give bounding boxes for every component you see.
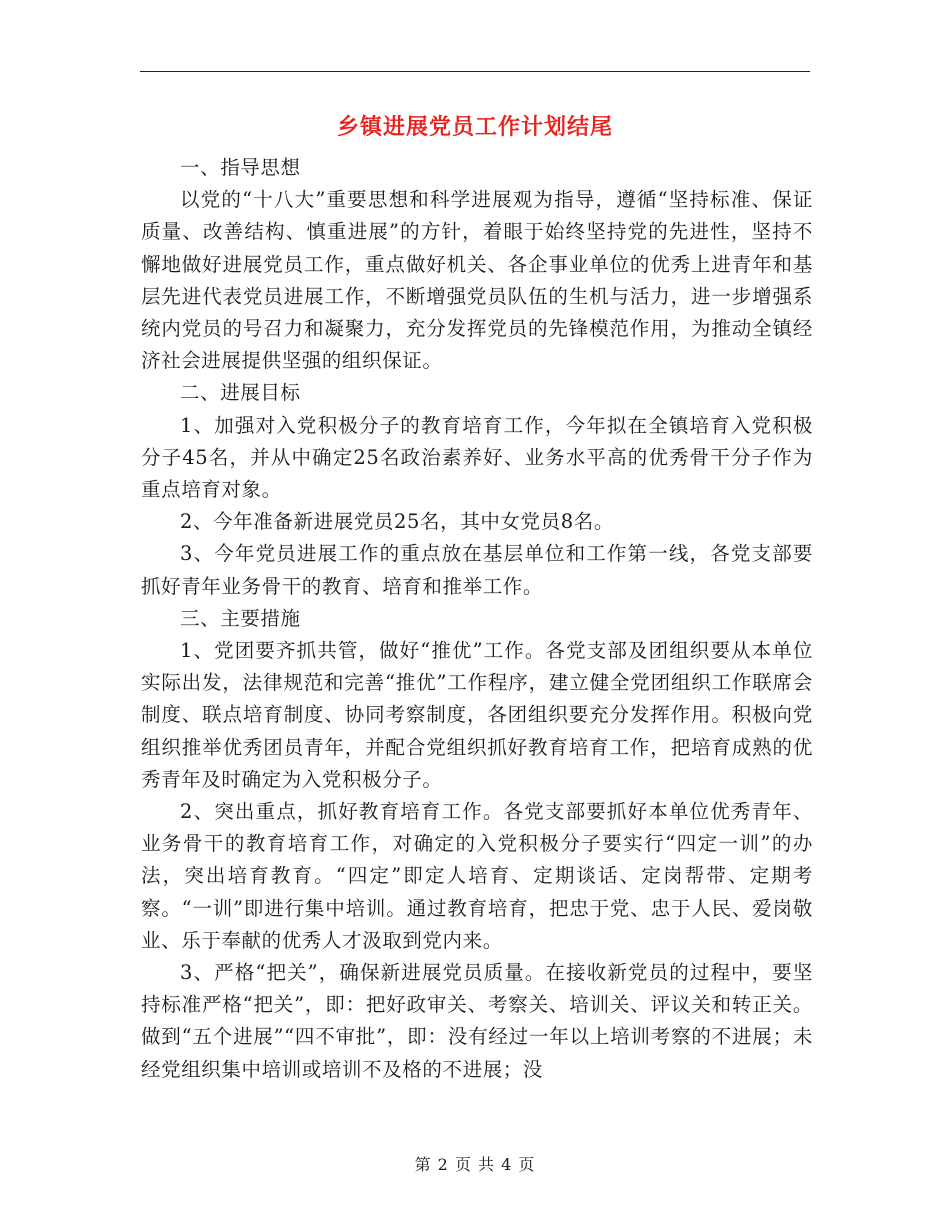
heading-guiding-ideology: 一、指导思想: [180, 156, 301, 179]
paragraph-goal-1: 1、加强对入党积极分子的教育培育工作，今年拟在全镇培育入党积极分子45名，并从中确定25名政治素养好、业务水平高的优秀骨干分子作为重点培育对象。: [141, 413, 813, 502]
paragraph-measure-1: 1、党团要齐抓共管，做好“推优”工作。各党支部及团组织要从本单位实际出发，法律规范和完善“推优”工作程序，建立健全党团组织工作联席会制度、联点培育制度、协同考察制度，各团组织要充分发挥作用。积极向党组织推举优秀团员青年，并配合党组织抓好教育培育工作，把培育成熟的优秀青年及时确定为入党积极分子。: [141, 639, 813, 791]
paragraph-measure-2: 2、突出重点，抓好教育培育工作。各党支部要抓好本单位优秀青年、业务骨干的教育培育工作，对确定的入党积极分子要实行“四定一训”的办法，突出培育教育。“四定”即定人培育、定期谈话、定岗帮带、定期考察。“一训”即进行集中培训。通过教育培育，把忠于党、忠于人民、爱岗敬业、乐于奉献的优秀人才汲取到党内来。: [141, 800, 813, 952]
paragraph-measure-3: 3、严格“把关”，确保新进展党员质量。在接收新党员的过程中，要坚持标准严格“把关”，即：把好政审关、考察关、培训关、评议关和转正关。做到“五个进展”“四不审批”，即：没有经过一年以上培训考察的不进展；未经党组织集中培训或培训不及格的不进展；没: [141, 961, 813, 1081]
page-number-footer: 第 2 页 共 4 页: [414, 1155, 536, 1174]
document-title: 乡镇进展党员工作计划结尾: [336, 114, 613, 140]
paragraph-goal-3: 3、今年党员进展工作的重点放在基层单位和工作第一线，各党支部要抓好青年业务骨干的教育、培育和推举工作。: [141, 542, 813, 598]
paragraph-goal-2: 2、今年准备新进展党员25名，其中女党员8名。: [180, 510, 614, 534]
document-body: [141, 152, 813, 1086]
paragraph-guiding-ideology: 以党的“十八大”重要思想和科学进展观为指导，遵循“坚持标准、保证质量、改善结构、慎重进展”的方针，着眼于始终坚持党的先进性，坚持不懈地做好进展党员工作，重点做好机关、各企事业单位的优秀上进青年和基层先进代表党员进展工作，不断增强党员队伍的生机与活力，进一步增强系统内党员的号召力和凝聚力，充分发挥党员的先锋模范作用，为推动全镇经济社会进展提供坚强的组织保证。: [141, 188, 813, 373]
heading-main-measures: 三、主要措施: [180, 606, 301, 630]
heading-development-goals: 二、进展目标: [180, 381, 301, 405]
header-rule: [140, 71, 810, 72]
